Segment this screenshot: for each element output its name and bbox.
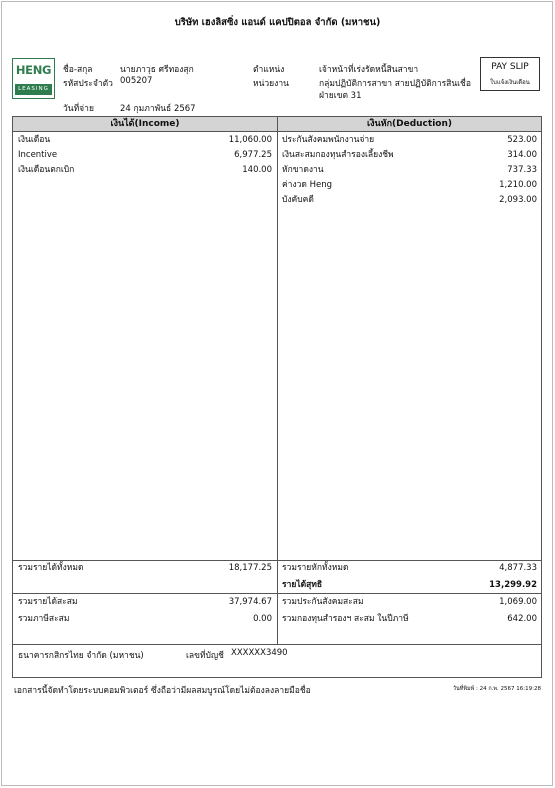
heng-logo bbox=[12, 58, 55, 99]
employee-name: นายภาวุธ ศรีทองสุก bbox=[120, 65, 194, 75]
acc-tax-value: 0.00 bbox=[253, 614, 272, 624]
deduction-header: เงินหัก(Deduction) bbox=[278, 117, 541, 132]
income-label: เงินเดือน bbox=[18, 135, 51, 145]
deduction-value: 523.00 bbox=[507, 135, 537, 145]
bank-box bbox=[12, 644, 542, 678]
acc-tax-label: รวมภาษีสะสม bbox=[18, 614, 70, 624]
bank-name: ธนาคารกสิกรไทย จำกัด (มหาชน) bbox=[18, 651, 144, 661]
acc-tax-row bbox=[18, 613, 272, 625]
footer-note: เอกสารนี้จัดทำโดยระบบคอมพิวเตอร์ ซึ่งถือว่ามีผลสมบูรณ์โดยไม่ต้องลงลายมือชื่อ bbox=[14, 686, 311, 696]
pay-date: 24 กุมภาพันธ์ 2567 bbox=[120, 104, 196, 114]
acc-fund-row bbox=[282, 613, 537, 625]
deduction-label: ค่างวด Heng bbox=[282, 180, 333, 190]
net-income-row bbox=[282, 579, 537, 591]
net-income-label: รายได้สุทธิ bbox=[282, 580, 323, 590]
name-label: ชื่อ-สกุล bbox=[63, 65, 93, 75]
logo-name: HENG bbox=[15, 63, 52, 77]
total-income-row bbox=[18, 562, 272, 574]
company-name: บริษัท เฮงลิสซิ่ง แอนด์ แคปปิตอล จำกัด (มหาชน) bbox=[174, 17, 381, 28]
income-row bbox=[18, 164, 272, 176]
print-date: วันที่พิมพ์ : 24 ก.พ. 2567 16:19:28 bbox=[452, 686, 541, 692]
deduction-row bbox=[282, 194, 537, 206]
deduction-value: 314.00 bbox=[507, 150, 537, 160]
acc-ss-value: 1,069.00 bbox=[499, 597, 537, 607]
position-label: ตำแหน่ง bbox=[253, 65, 285, 75]
total-income-label: รวมรายได้ทั้งหมด bbox=[18, 563, 84, 573]
total-deduction-label: รวมรายหักทั้งหมด bbox=[282, 563, 349, 573]
account-number: XXXXXX3490 bbox=[231, 648, 288, 658]
acc-ss-row bbox=[282, 596, 537, 608]
net-income-value: 13,299.92 bbox=[489, 580, 537, 590]
deduction-value: 737.33 bbox=[507, 165, 537, 175]
income-header: เงินได้(Income) bbox=[13, 117, 277, 132]
acc-fund-label: รวมกองทุนสำรองฯ สะสม ในปีภาษี bbox=[282, 614, 409, 624]
dept-line2: ฝ่ายเขต 31 bbox=[319, 91, 362, 101]
acc-income-value: 37,974.67 bbox=[228, 597, 272, 607]
deduction-label: บังคับคดี bbox=[282, 195, 314, 205]
deduction-label: หักขาดงาน bbox=[282, 165, 324, 175]
total-deduction-value: 4,877.33 bbox=[499, 563, 537, 573]
dept-line1: กลุ่มปฏิบัติการสาขา สายปฏิบัติการสินเชื่อ bbox=[319, 79, 471, 89]
deduction-label: ประกันสังคมพนักงานจ่าย bbox=[282, 135, 375, 145]
income-label: เงินเดือนตกเบิก bbox=[18, 165, 75, 175]
income-value: 140.00 bbox=[242, 165, 272, 175]
deduction-value: 1,210.00 bbox=[499, 180, 537, 190]
acc-income-row bbox=[18, 596, 272, 608]
accumulated-divider bbox=[13, 593, 541, 594]
income-label: Incentive bbox=[18, 150, 58, 160]
income-row bbox=[18, 134, 272, 146]
payslip-title: PAY SLIP bbox=[491, 62, 529, 72]
id-label: รหัสประจำตัว bbox=[63, 79, 113, 89]
acc-income-label: รวมรายได้สะสม bbox=[18, 597, 78, 607]
income-value: 11,060.00 bbox=[228, 135, 272, 145]
account-label: เลขที่บัญชี bbox=[186, 651, 224, 661]
pay-table bbox=[12, 116, 542, 645]
acc-ss-label: รวมประกันสังคมสะสม bbox=[282, 597, 364, 607]
deduction-row bbox=[282, 164, 537, 176]
deduction-label: เงินสะสมกองทุนสำรองเลี้ยงชีพ bbox=[282, 150, 394, 160]
total-deduction-row bbox=[282, 562, 537, 574]
date-label: วันที่จ่าย bbox=[63, 104, 94, 114]
deduction-row bbox=[282, 149, 537, 161]
payslip-box bbox=[480, 57, 540, 91]
employee-id: 005207 bbox=[120, 76, 153, 86]
deduction-row bbox=[282, 134, 537, 146]
income-row bbox=[18, 149, 272, 161]
logo-sub: LEASING bbox=[15, 84, 52, 95]
deduction-row bbox=[282, 179, 537, 191]
payslip-subtitle: ใบแจ้งเงินเดือน bbox=[490, 79, 530, 86]
deduction-value: 2,093.00 bbox=[499, 195, 537, 205]
acc-fund-value: 642.00 bbox=[507, 614, 537, 624]
position-value: เจ้าหน้าที่เร่งรัดหนี้สินสาขา bbox=[319, 65, 419, 75]
totals-divider bbox=[13, 560, 541, 561]
income-value: 6,977.25 bbox=[234, 150, 272, 160]
total-income-value: 18,177.25 bbox=[228, 563, 272, 573]
column-divider bbox=[277, 117, 278, 644]
dept-label: หน่วยงาน bbox=[253, 79, 289, 89]
